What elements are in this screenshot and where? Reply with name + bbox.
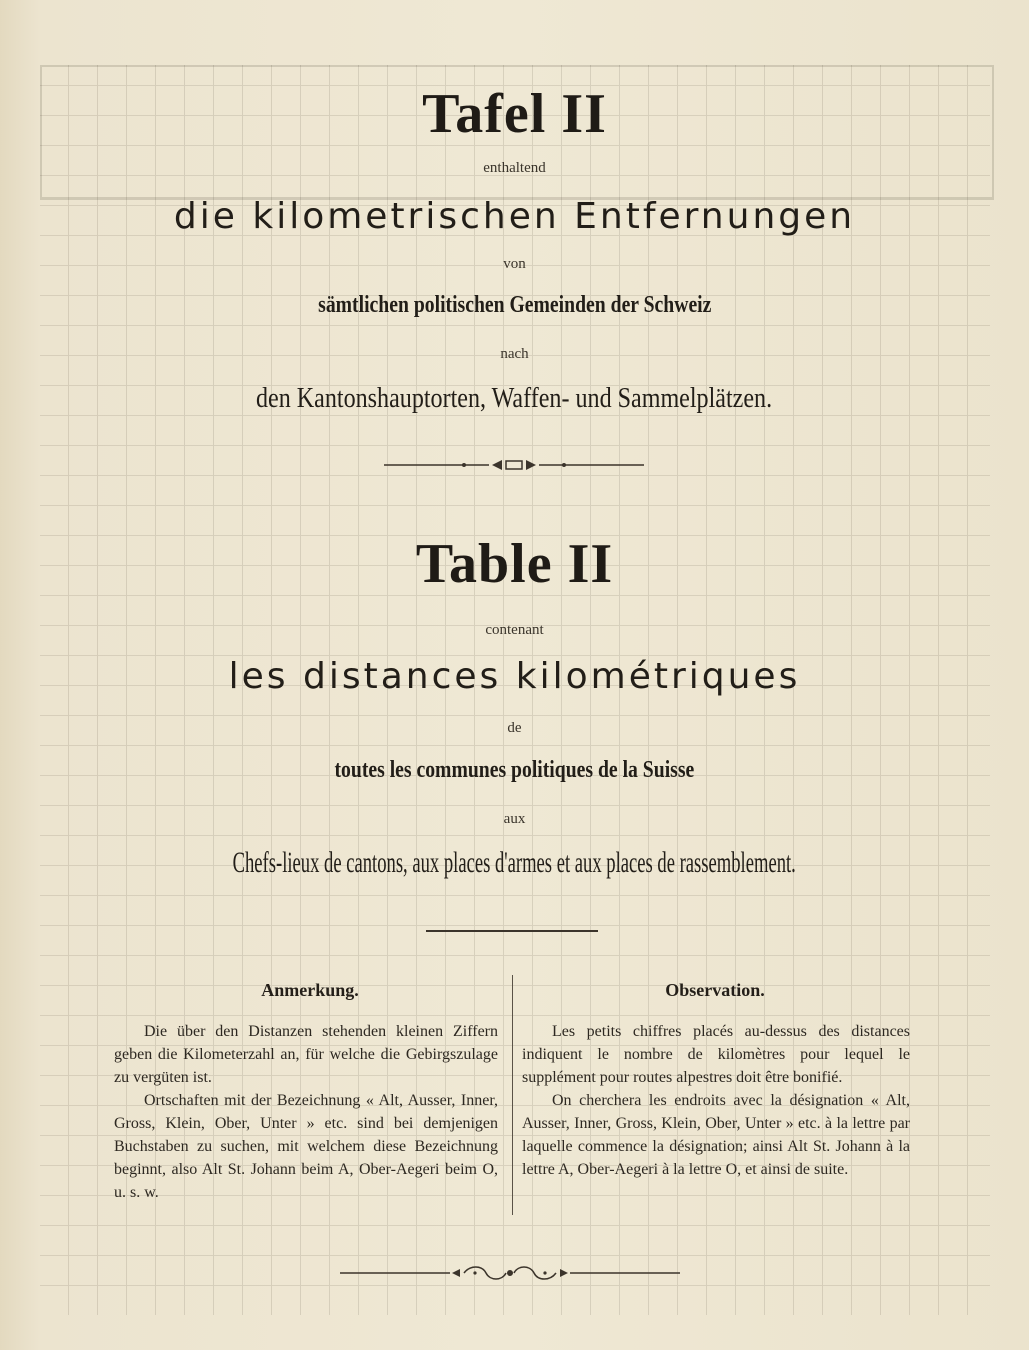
german-line-kantonshauptorte: den Kantonshauptorten, Waffen- und Sammelplätzen. <box>256 383 773 414</box>
section-divider <box>426 930 598 932</box>
note-de-body <box>114 1020 498 1204</box>
ornament-rule-small <box>384 458 644 472</box>
french-line-chefs-lieux: Chefs-lieux de cantons, aux places d'armes et aux places de rassemblement. <box>232 846 797 879</box>
french-line-communes: toutes les communes politiques de la Suisse <box>334 757 695 783</box>
french-line-communes-wrap <box>0 757 1029 784</box>
german-subtitle: die kilometrischen Entfernungen <box>173 196 856 237</box>
german-line-kantons-wrap <box>0 383 1029 415</box>
german-title: Tafel II <box>422 83 607 145</box>
german-line-von: von <box>503 256 526 272</box>
german-line-enthaltend: enthaltend <box>483 160 546 176</box>
note-fr-paragraph-2: On cherchera les endroits avec la désignation « Alt, Ausser, Inner, Gross, Klein, Ober, Unter » etc. à la lettre par laquelle commence la désignation; ainsi Alt St. Johann à la lettre A, Ober-Aegeri à la lettre O, et ainsi de suite. <box>522 1092 910 1178</box>
french-line-chefs-lieux-wrap <box>0 846 1029 880</box>
french-line-de: de <box>507 720 522 736</box>
french-line-aux: aux <box>503 811 526 827</box>
french-line-contenant: contenant <box>485 622 544 638</box>
note-de-heading: Anmerkung. <box>261 980 359 1000</box>
french-subtitle: les distances kilométriques <box>228 656 801 697</box>
note-fr-body <box>522 1020 910 1181</box>
note-fr-heading: Observation. <box>665 980 765 1000</box>
ornament-rule-bottom <box>340 1263 680 1283</box>
german-line-gemeinden-wrap <box>0 292 1029 319</box>
note-de-paragraph-2: Ortschaften mit der Bezeichnung « Alt, Ausser, Inner, Gross, Klein, Ober, Unter » etc. sind bei demjenigen Buchstaben zu suchen, mit welchem diese Bezeichnung beginnt, also Alt St. Johann beim A, Ober-Aegeri beim O, u. s. w. <box>114 1092 498 1201</box>
french-title: Table II <box>415 533 614 595</box>
note-de-paragraph-1: Die über den Distanzen stehenden kleinen Ziffern geben die Kilometerzahl an, für welche die Gebirgszulage zu vergüten ist. <box>114 1023 498 1086</box>
note-fr-paragraph-1: Les petits chiffres placés au-dessus des distances indiquent le nombre de kilomètres pour lequel le supplément pour routes alpestres doit être bonifié. <box>522 1023 910 1086</box>
german-line-gemeinden: sämtlichen politischen Gemeinden der Schweiz <box>317 292 712 318</box>
column-separator <box>512 975 513 1215</box>
german-line-nach: nach <box>500 346 529 362</box>
